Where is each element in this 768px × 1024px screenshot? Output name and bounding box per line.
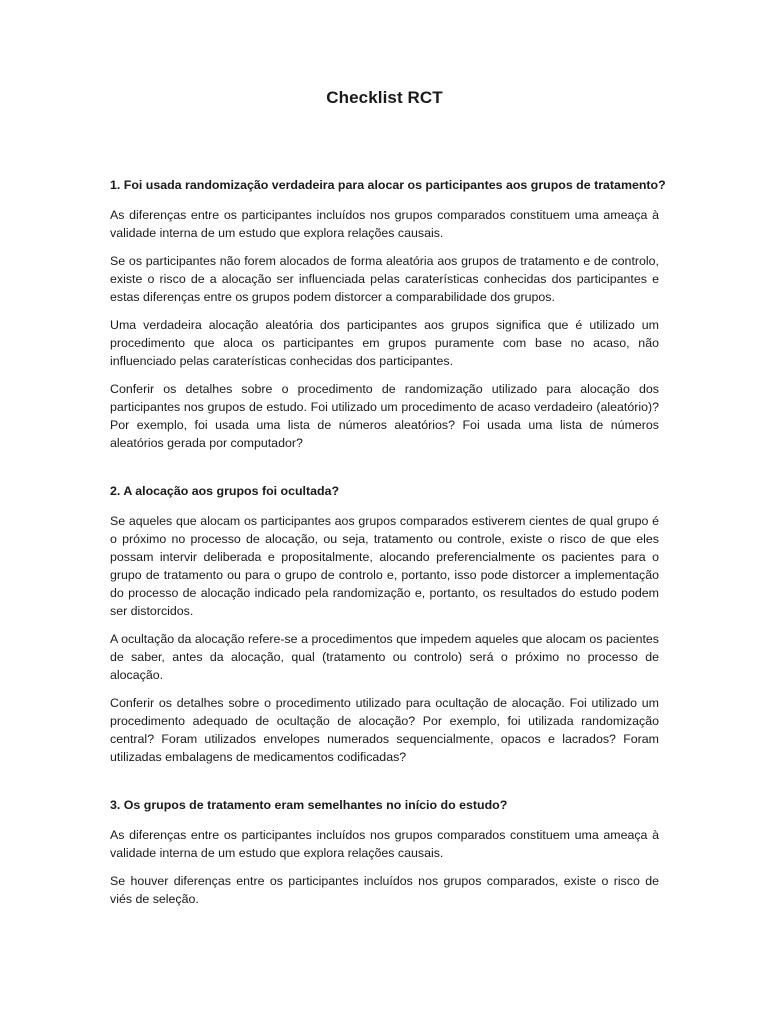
section-2 <box>110 482 659 766</box>
section-1 <box>110 176 666 452</box>
paragraph: Se aqueles que alocam os participantes aos grupos comparados estiverem cientes de qual grupo é o próximo no processo de alocação, ou seja, tratamento ou controle, existe o risco de que eles possam intervir deliberada e propositalmente, alocando preferencialmente os pacientes para o grupo de tratamento ou para o grupo de controlo e, portanto, isso pode distorcer a implementação do processo de alocação indicado pela randomização e, portanto, os resultados do estudo podem ser distorcidos. <box>110 514 659 618</box>
paragraph: Se houver diferenças entre os participantes incluídos nos grupos comparados, existe o risco de viés de seleção. <box>110 874 659 906</box>
document-title: Checklist RCT <box>326 88 443 107</box>
section-heading: 1. Foi usada randomização verdadeira para alocar os participantes aos grupos de tratamento? <box>110 178 666 192</box>
document-page <box>110 0 666 918</box>
paragraph: As diferenças entre os participantes incluídos nos grupos comparados constituem uma ameaça à validade interna de um estudo que explora relações causais. <box>110 828 659 860</box>
paragraph: As diferenças entre os participantes incluídos nos grupos comparados constituem uma ameaça à validade interna de um estudo que explora relações causais. <box>110 208 659 240</box>
section-heading: 2. A alocação aos grupos foi ocultada? <box>110 484 340 498</box>
section-heading: 3. Os grupos de tratamento eram semelhantes no início do estudo? <box>110 798 508 812</box>
paragraph: Conferir os detalhes sobre o procedimento de randomização utilizado para alocação dos participantes nos grupos de estudo. Foi utilizado um procedimento de acaso verdadeiro (aleatório)? Por exemplo, foi usada uma lista de números aleatórios? Foi usada uma lista de números aleatórios gerada por computador? <box>110 382 659 450</box>
section-3 <box>110 796 659 908</box>
paragraph: Se os participantes não forem alocados de forma aleatória aos grupos de tratamento e de controlo, existe o risco de a alocação ser influenciada pelas caraterísticas conhecidas dos participantes e estas diferenças entre os grupos podem distorcer a comparabilidade dos grupos. <box>110 254 659 304</box>
paragraph: Uma verdadeira alocação aleatória dos participantes aos grupos significa que é utilizado um procedimento que aloca os participantes em grupos puramente com base no acaso, não influenciado pelas caraterísticas conhecidas dos participantes. <box>110 318 659 368</box>
paragraph: Conferir os detalhes sobre o procedimento utilizado para ocultação de alocação. Foi utilizado um procedimento adequado de ocultação de alocação? Por exemplo, foi utilizada randomização central? Foram utilizados envelopes numerados sequencialmente, opacos e lacrados? Foram utilizadas embalagens de medicamentos codificadas? <box>110 696 659 764</box>
paragraph: A ocultação da alocação refere-se a procedimentos que impedem aqueles que alocam os pacientes de saber, antes da alocação, qual (tratamento ou controlo) será o próximo no processo de alocação. <box>110 632 659 682</box>
